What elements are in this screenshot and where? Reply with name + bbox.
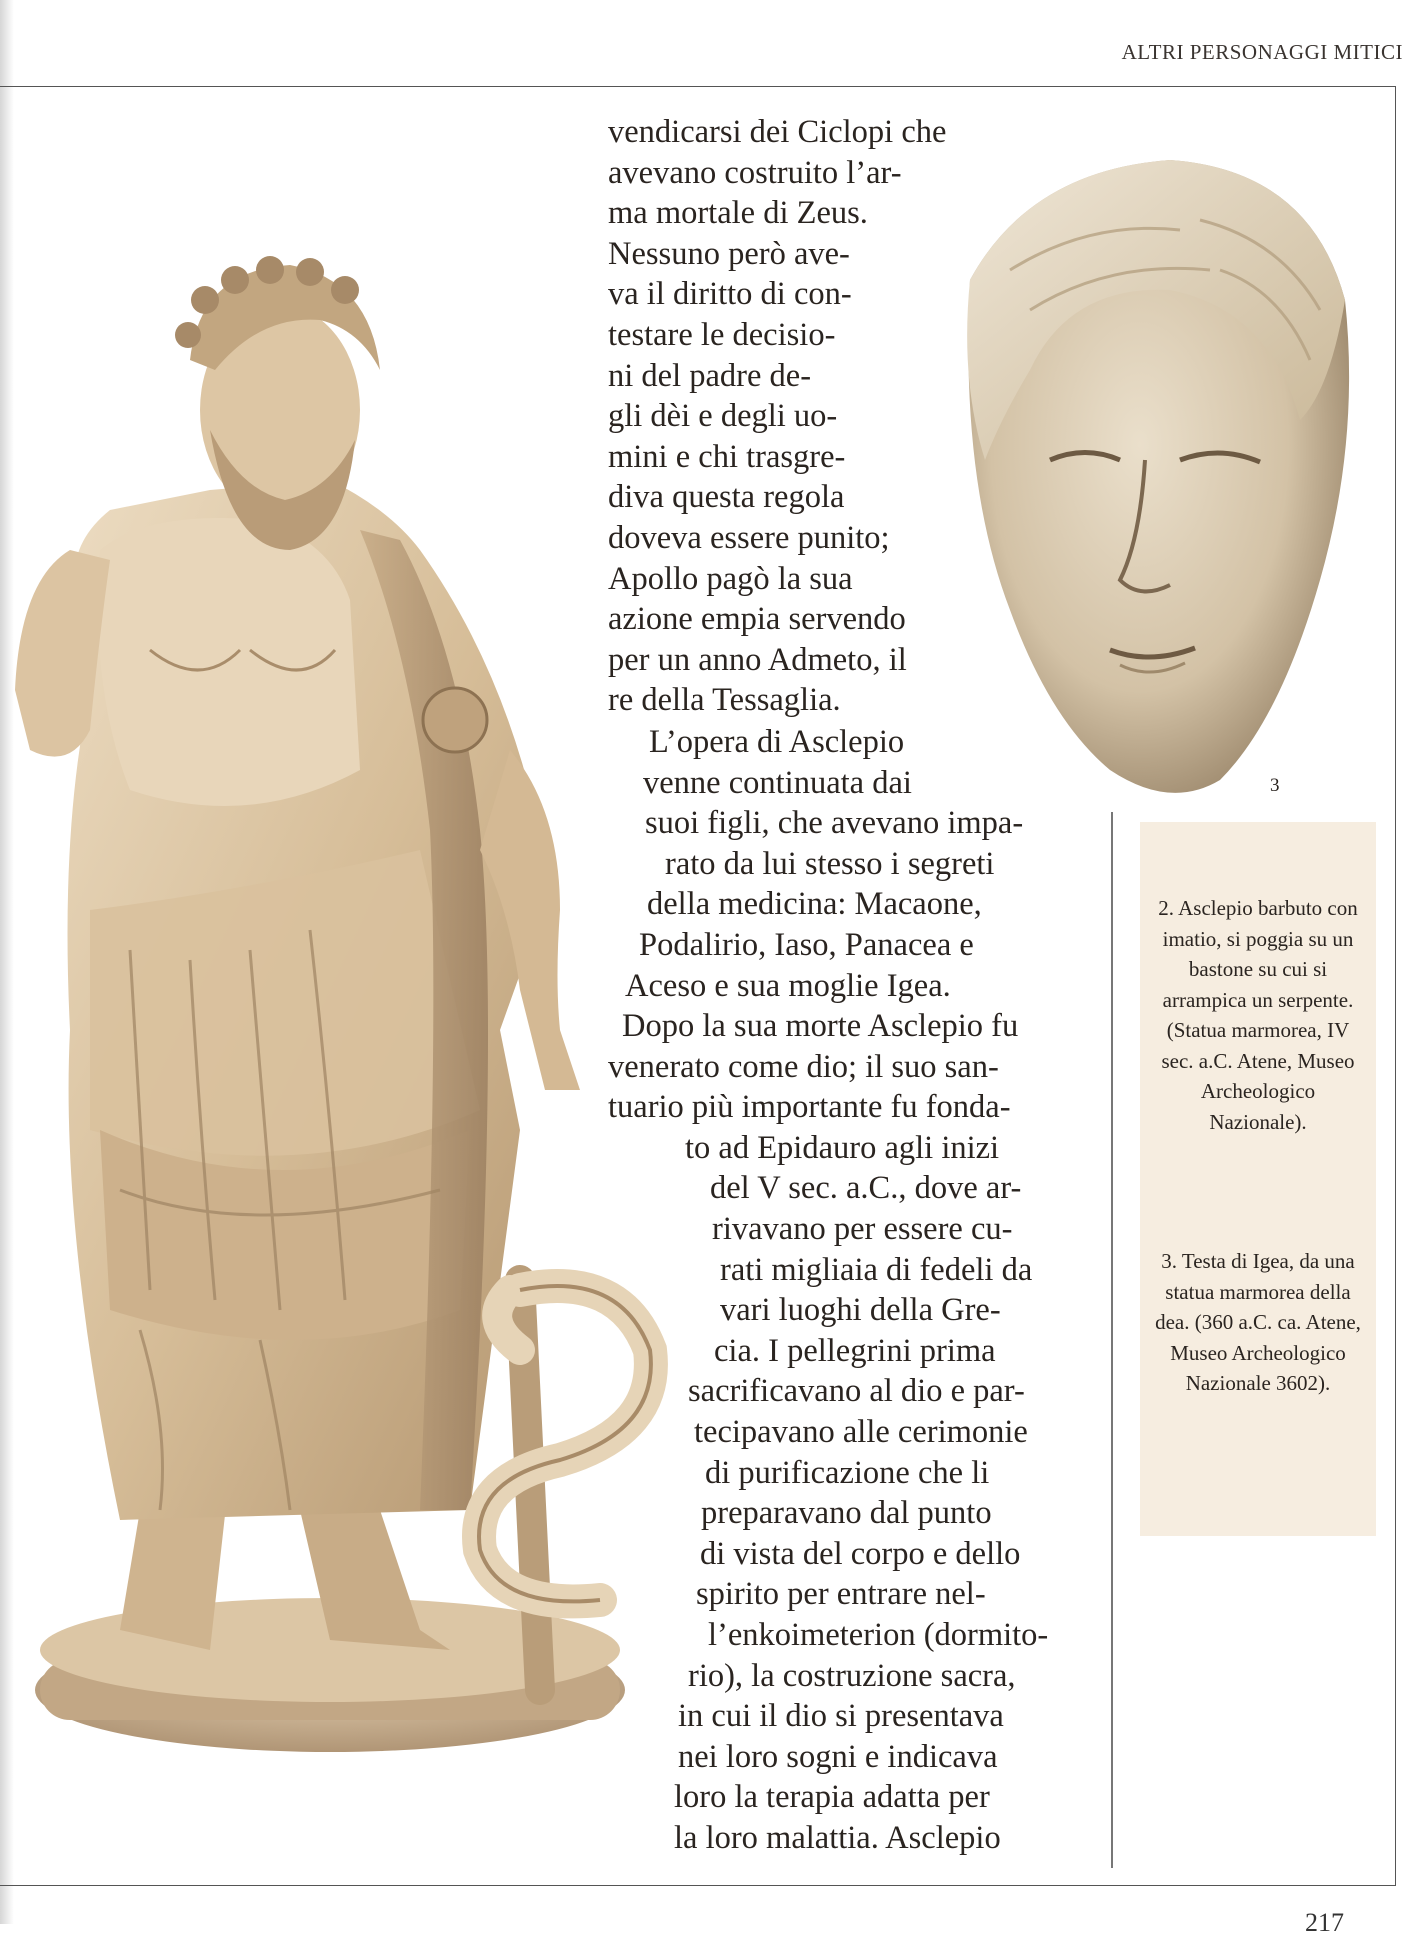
caption-figure-3: 3. Testa di Igea, da una statua marmorea della dea. (360 a.C. ca. Atene, Museo Archeologico Nazionale 3602). [1155,1249,1361,1395]
text-line: della medicina: Macaone, [647,886,982,923]
text-line: tuario più importante fu fonda- [608,1089,1011,1126]
text-line: rivavano per essere cu- [712,1210,1013,1247]
column-divider [1111,812,1113,1868]
text-line: venne continuata dai [643,764,912,801]
igea-head-photo [940,160,1360,800]
text-line: loro la terapia adatta per [674,1779,990,1816]
text-line: Podalirio, Iaso, Panacea e [639,926,974,963]
text-line: azione empia servendo [608,601,906,638]
text-line: Dopo la sua morte Asclepio fu [622,1008,1019,1044]
text-line: del V sec. a.C., dove ar- [710,1170,1022,1207]
text-line: venerato come dio; il suo san- [608,1048,999,1085]
text-line: suoi figli, che avevano impa- [645,805,1024,842]
text-line: sacrificavano al dio e par- [688,1373,1025,1410]
text-line: re della Tessaglia. [608,682,841,719]
caption-figure-2: 2. Asclepio barbuto con imatio, si poggia su un bastone su cui si arrampica un serpente. (Statua marmorea, IV sec. a.C. Atene, Museo Archeologico Nazionale). [1158,896,1358,1134]
text-line: rato da lui stesso i segreti [665,845,995,882]
text-line: ni del padre de- [608,357,812,394]
text-line: vendicarsi dei Ciclopi che [608,114,947,150]
asclepius-statue-photo [0,130,680,1770]
text-line: diva questa regola [608,479,845,516]
text-line: cia. I pellegrini prima [714,1332,996,1369]
text-line: L’opera di Asclepio [649,724,905,760]
text-line: avevano costruito l’ar- [608,154,902,191]
text-line: rati migliaia di fedeli da [720,1251,1033,1288]
text-line: Nessuno però ave- [608,235,850,272]
page-number: 217 [1305,1908,1344,1937]
text-line: per un anno Admeto, il [608,641,907,678]
text-line: to ad Epidauro agli inizi [685,1129,1000,1166]
text-line: Apollo pagò la sua [608,560,853,597]
text-line: gli dèi e degli uo- [608,398,838,435]
text-line: di vista del corpo e dello [700,1535,1021,1572]
text-line: vari luoghi della Gre- [720,1292,1001,1329]
text-line: tecipavano alle cerimonie [694,1413,1028,1450]
asclepius-statue-illustration [0,130,680,1770]
text-line: la loro malattia. Asclepio [674,1819,1001,1856]
text-line: spirito per entrare nel- [696,1576,986,1613]
body-text-block-2 [625,722,1023,1006]
text-line: mini e chi trasgre- [608,438,846,475]
text-line: doveva essere punito; [608,519,890,556]
text-line: in cui il dio si presentava [678,1698,1004,1735]
body-text-block-3 [608,1006,1048,1858]
text-line: preparavano dal punto [701,1495,992,1532]
running-head: ALTRI PERSONAGGI MITICI [1121,40,1403,64]
text-line: nei loro sogni e indicava [678,1738,998,1775]
figure-3-number: 3 [1270,775,1280,796]
text-line: rio), la costruzione sacra, [688,1657,1016,1694]
text-line: ma mortale di Zeus. [608,195,868,232]
body-text-block-1 [608,112,946,721]
text-line: va il diritto di con- [608,276,852,313]
text-line: Aceso e sua moglie Igea. [625,967,951,1004]
text-line: di purificazione che li [705,1454,990,1491]
text-line: l’enkoimeterion (dormito- [708,1616,1049,1653]
igea-head-illustration [940,160,1360,800]
text-line: testare le decisio- [608,316,836,353]
